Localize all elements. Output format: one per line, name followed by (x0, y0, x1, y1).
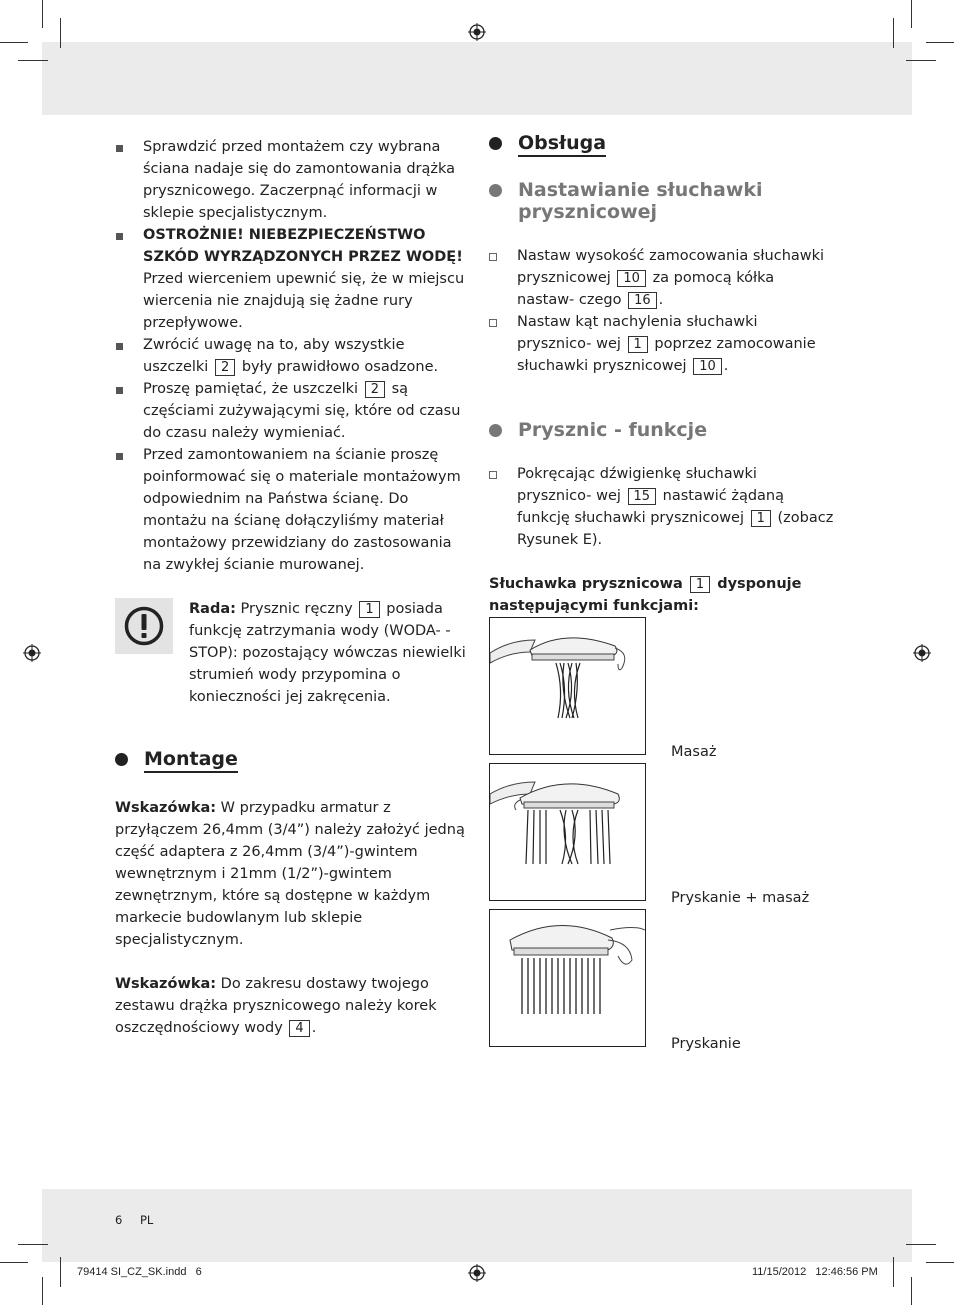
print-date: 11/15/2012 12:46:56 PM (752, 1266, 878, 1278)
tip-text: Rada: Prysznic ręczny 1 posiada funkcję zatrzymania wody (WODA- -STOP): pozostający wówczas niewielki strumień wody przypomina o konieczności jej zakręcenia. (189, 601, 466, 705)
page-number: 6 (115, 1213, 123, 1227)
note-water-saver: Wskazówka: Do zakresu dostawy twojego zestawu drążka prysznicowego należy korek oszczędnościowy wody 4 . (115, 976, 437, 1036)
part-number: 2 (365, 381, 385, 398)
right-column (489, 132, 834, 1055)
part-number: 16 (628, 292, 657, 309)
figure-spray (489, 909, 834, 1052)
part-number: 1 (751, 510, 771, 527)
functions-heading: Prysznic - funkcje (489, 419, 834, 441)
bullet-dot-icon (489, 184, 502, 197)
bullet-dot-icon (489, 424, 502, 437)
exclamation-icon (115, 598, 173, 654)
adjust-heading: Nastawianie słuchawki prysznicowej (489, 179, 834, 223)
list-item: Pokręcając dźwigienkę słuchawki prysznico- wej 15 nastawić żądaną funkcję słuchawki prysznicowej 1 (zobacz Rysunek E). (489, 463, 834, 551)
figure-label: Masaż (671, 744, 717, 760)
spray-image (489, 909, 646, 1047)
bullet-dot-icon (115, 753, 128, 766)
part-number: 15 (628, 488, 657, 505)
registration-mark-icon (23, 644, 41, 662)
bullet-dot-icon (489, 137, 502, 150)
top-gray-band (42, 42, 912, 115)
left-column (115, 136, 467, 1039)
part-number: 10 (617, 270, 646, 287)
note-adapter: Wskazówka: W przypadku armatur z przyłączem 26,4mm (3/4”) należy założyć jedną część adaptera z 26,4mm (3/4”)-gwintem wewnętrznym i 21mm (1/2”)-gwintem zewnętrznym, które są dostępne w każdym markecie budowlanym lub sklepie specjalistycznym. (115, 800, 465, 948)
list-item: Sprawdzić przed montażem czy wybrana ściana nadaje się do zamontowania drążka prysznicowego. Zaczerpnąć informacji w sklepie specjalistycznym. (115, 136, 467, 224)
language-code: PL (139, 1213, 154, 1227)
list-item: OSTROŻNIE! NIEBEZPIECZEŃSTWO SZKÓD WYRZĄDZONYCH PRZEZ WODĘ! Przed wierceniem upewnić się, że w miejscu wiercenia nie znajdują się żadne rury przepływowe. (115, 224, 467, 334)
figure-spray-massage (489, 763, 834, 906)
list-item: Zwrócić uwagę na to, aby wszystkie uszczelki 2 były prawidłowo osadzone. (115, 334, 467, 378)
part-number: 4 (289, 1020, 309, 1037)
montage-heading: Montage (115, 748, 467, 773)
registration-mark-icon (468, 1264, 486, 1282)
water-damage-warning: OSTROŻNIE! NIEBEZPIECZEŃSTWO SZKÓD WYRZĄDZONYCH PRZEZ WODĘ! (143, 227, 463, 265)
tip-box (115, 598, 467, 708)
registration-mark-icon (913, 644, 931, 662)
list-item: Nastaw wysokość zamocowania słuchawki prysznicowej 10 za pomocą kółka nastaw- czego 16 . (489, 245, 834, 311)
bottom-gray-band (42, 1189, 912, 1262)
adjust-steps (489, 245, 834, 377)
obsluga-heading: Obsługa (489, 132, 834, 157)
massage-spray-image (489, 617, 646, 755)
spray-massage-image (489, 763, 646, 901)
mounting-checklist (115, 136, 467, 576)
part-number: 1 (690, 576, 710, 593)
figure-label: Pryskanie (671, 1036, 741, 1052)
function-steps (489, 463, 834, 551)
part-number: 1 (628, 336, 648, 353)
part-number: 2 (215, 359, 235, 376)
list-item: Przed zamontowaniem na ścianie proszę poinformować się o materiale montażowym odpowiednim na Państwa ścianę. Do montażu na ścianę dołączyliśmy materiał montażowy przewidziany do zastosowania na zwykłej ścianie murowanej. (115, 444, 467, 576)
list-item: Nastaw kąt nachylenia słuchawki prysznico- wej 1 poprzez zamocowanie słuchawki prysznicowej 10 . (489, 311, 834, 377)
list-item: Proszę pamiętać, że uszczelki 2 są częściami zużywającymi się, które od czasu do czasu należy wymieniać. (115, 378, 467, 444)
functions-intro: Słuchawka prysznicowa 1 dysponuje następującymi funkcjami: (489, 576, 802, 614)
page-footer (115, 1213, 153, 1227)
part-number: 1 (359, 601, 379, 618)
registration-mark-icon (468, 23, 486, 41)
file-info: 79414 SI_CZ_SK.indd 6 (77, 1266, 202, 1278)
part-number: 10 (693, 358, 722, 375)
figure-label: Pryskanie + masaż (671, 890, 810, 906)
figure-massage (489, 617, 834, 760)
